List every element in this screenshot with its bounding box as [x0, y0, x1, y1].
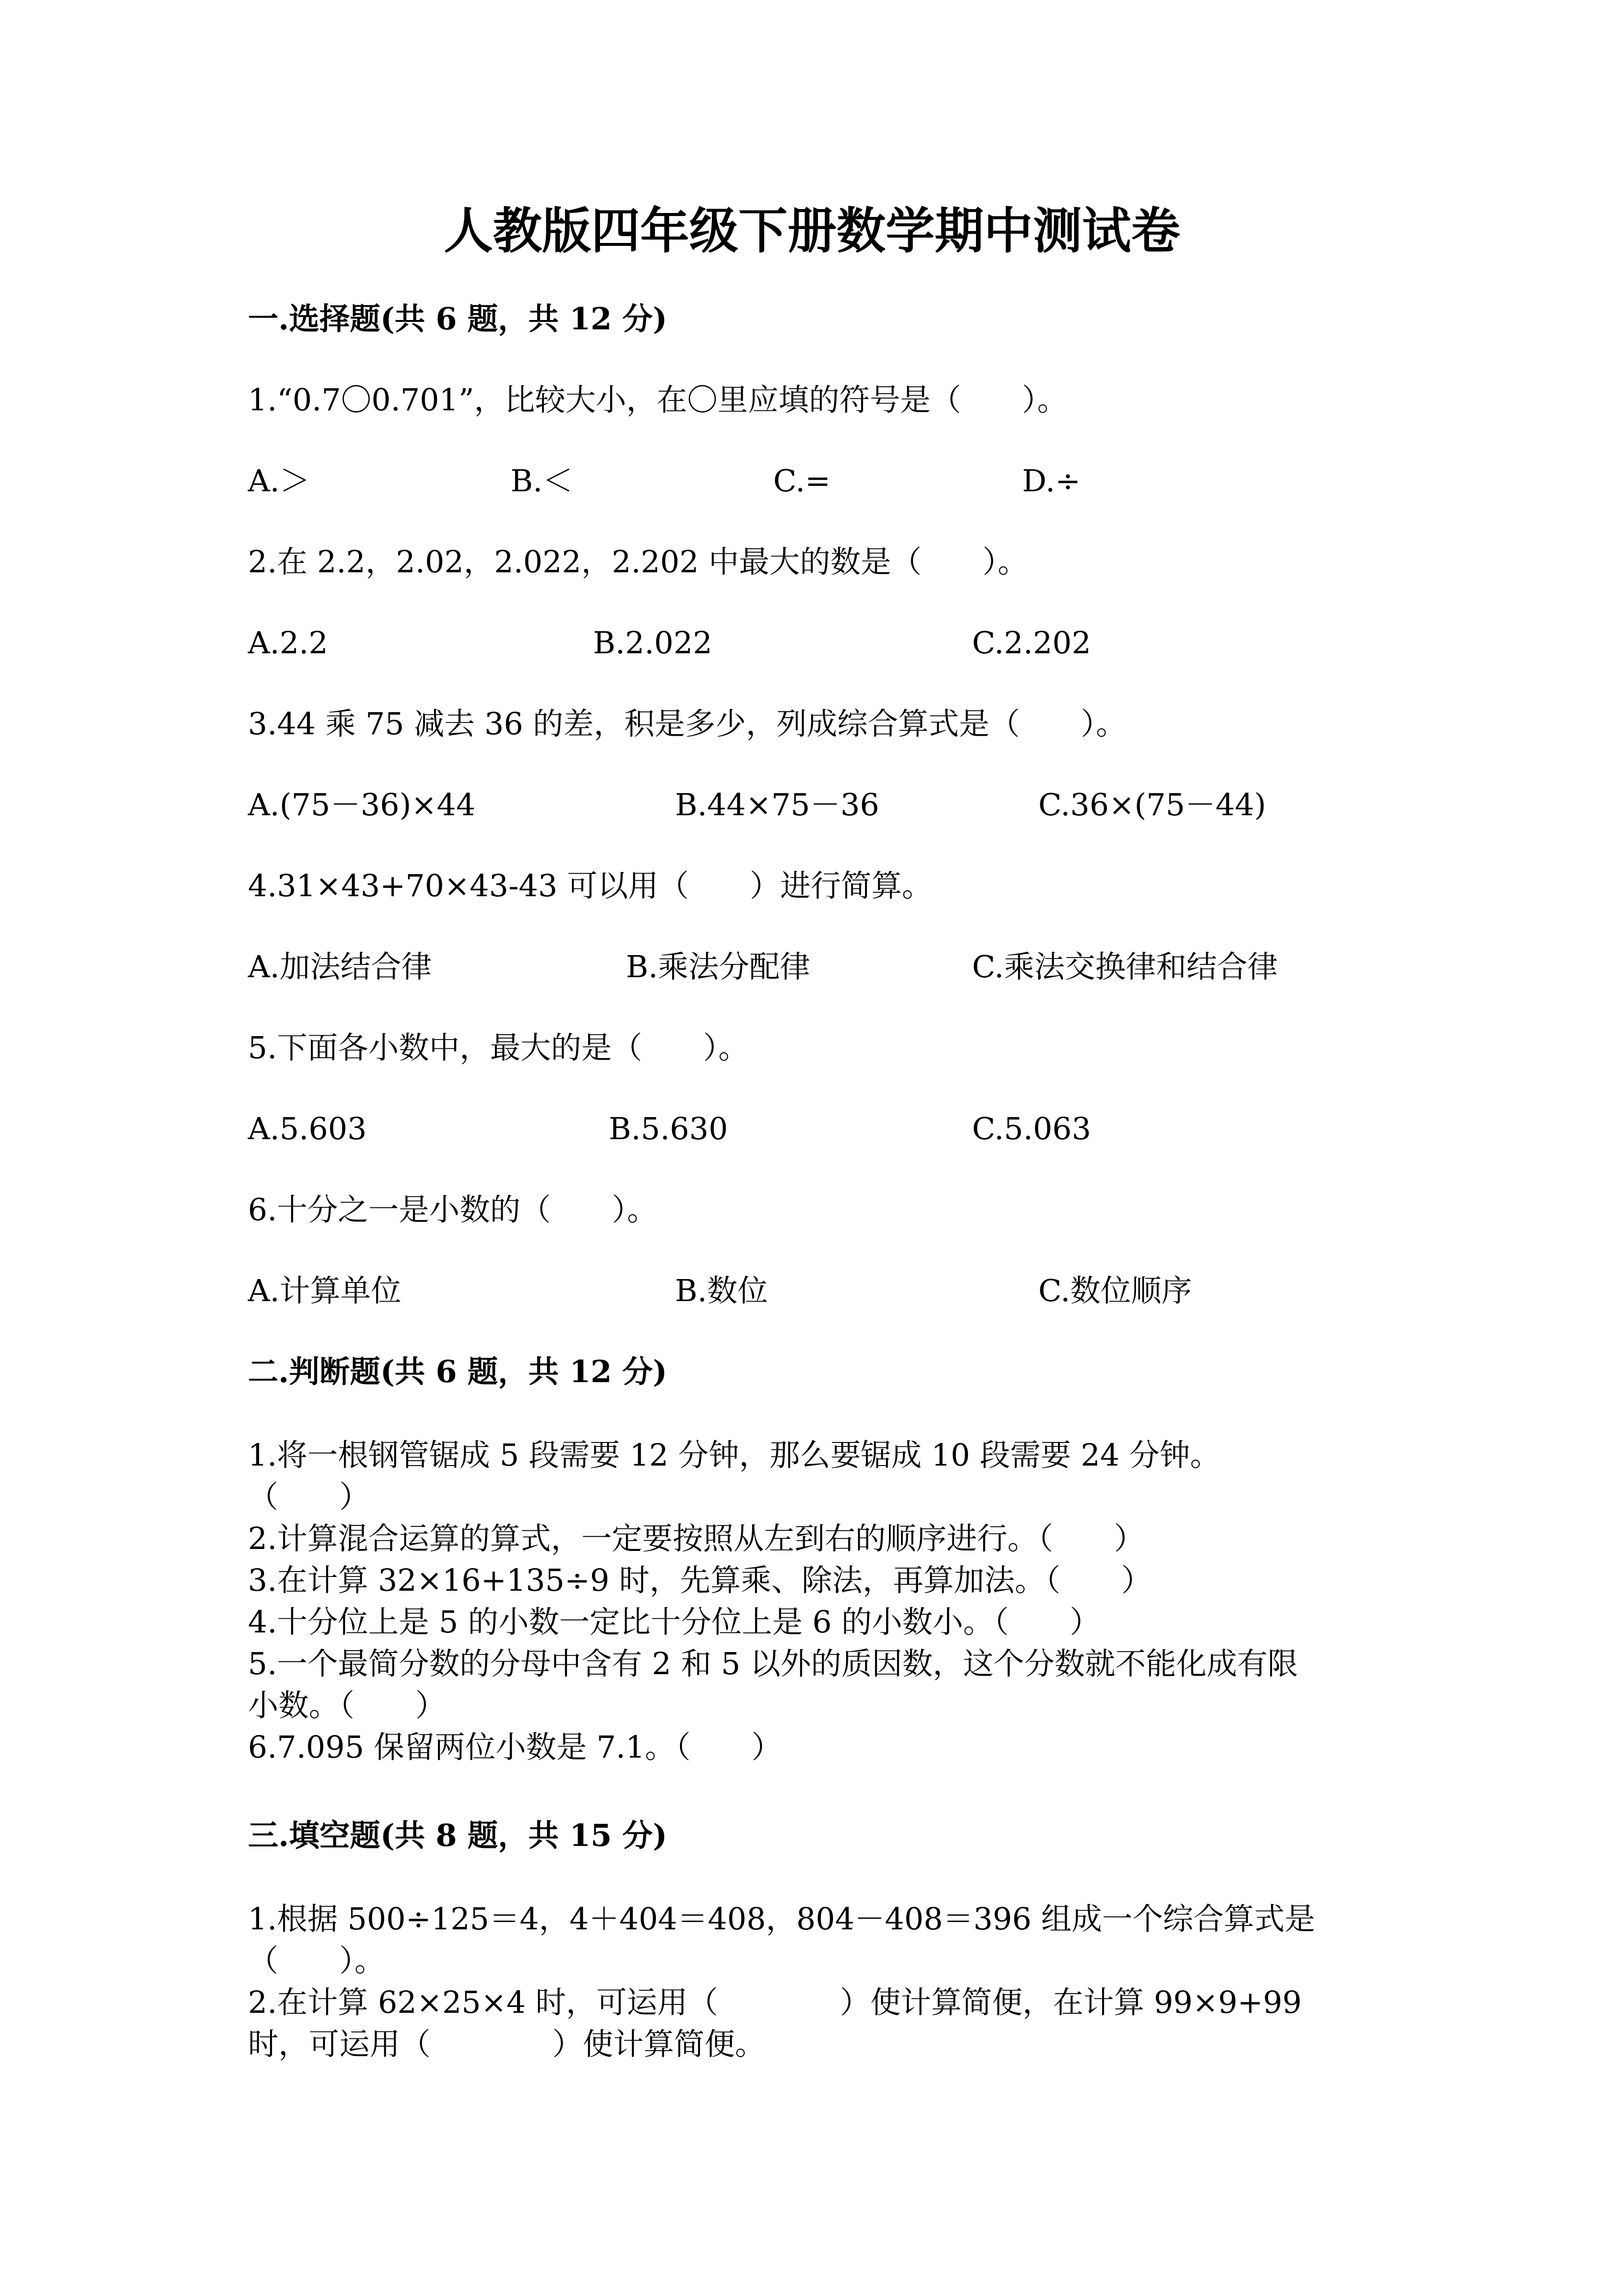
s1-q4-option-b: B.乘法分配律	[626, 949, 811, 985]
exam-title: 人教版四年级下册数学期中测试卷	[444, 202, 1180, 260]
section2-heading: 二.判断题(共 6 题，共 12 分)	[248, 1354, 668, 1389]
s2-line-3: 2.计算混合运算的算式，一定要按照从左到右的顺序进行。（ ）	[248, 1521, 1145, 1556]
s1-q6-text: 6.十分之一是小数的（ ）。	[248, 1192, 658, 1228]
s2-line-1: 1.将一根钢管锯成 5 段需要 12 分钟，那么要锯成 10 段需要 24 分钟。	[248, 1437, 1220, 1473]
s2-line-6: 5.一个最简分数的分母中含有 2 和 5 以外的质因数，这个分数就不能化成有限	[248, 1646, 1298, 1682]
s1-q2-option-c: C.2.202	[972, 625, 1091, 661]
section1-heading: 一.选择题(共 6 题，共 12 分)	[248, 301, 668, 337]
s1-q3-option-b: B.44×75－36	[675, 787, 879, 823]
s2-line-4: 3.在计算 32×16+135÷9 时，先算乘、除法，再算加法。（ ）	[248, 1562, 1152, 1598]
s3-line-1: 1.根据 500÷125＝4，4＋404＝408，804－408＝396 组成一个综合算式是	[248, 1901, 1315, 1937]
s1-q2-option-b: B.2.022	[593, 625, 712, 661]
s1-q5-option-c: C.5.063	[972, 1111, 1091, 1147]
s1-q1-option-a: A.＞	[248, 463, 310, 499]
s1-q5-option-b: B.5.630	[609, 1111, 728, 1147]
s1-q5-option-a: A.5.603	[248, 1111, 367, 1147]
s1-q1-option-c: C.=	[773, 463, 831, 499]
s1-q6-option-b: B.数位	[675, 1273, 768, 1308]
s1-q5-text: 5.下面各小数中，最大的是（ ）。	[248, 1030, 749, 1066]
s1-q1-option-b: B.＜	[511, 463, 573, 499]
section3-heading: 三.填空题(共 8 题，共 15 分)	[248, 1817, 668, 1853]
s1-q1-option-d: D.÷	[1022, 463, 1081, 499]
s3-line-3: 2.在计算 62×25×4 时，可运用（ ）使计算简便，在计算 99×9+99	[248, 1984, 1302, 2020]
s1-q2-option-a: A.2.2	[248, 625, 328, 661]
s1-q4-option-a: A.加法结合律	[248, 949, 432, 985]
s1-q2-text: 2.在 2.2，2.02，2.022，2.202 中最大的数是（ ）。	[248, 544, 1029, 580]
s1-q3-text: 3.44 乘 75 减去 36 的差，积是多少，列成综合算式是（ ）。	[248, 706, 1127, 742]
s1-q1-text: 1.“0.7〇0.701”，比较大小，在〇里应填的符号是（ ）。	[248, 382, 1068, 418]
s1-q3-option-c: C.36×(75－44)	[1038, 787, 1266, 823]
s1-q6-option-a: A.计算单位	[248, 1273, 402, 1308]
s1-q4-option-c: C.乘法交换律和结合律	[972, 949, 1278, 985]
s1-q4-text: 4.31×43+70×43-43 可以用（ ）进行简算。	[248, 868, 933, 904]
s2-line-8: 6.7.095 保留两位小数是 7.1。（ ）	[248, 1729, 782, 1765]
s3-line-4: 时，可运用（ ）使计算简便。	[248, 2026, 766, 2062]
s2-line-7: 小数。（ ）	[248, 1687, 446, 1723]
s2-line-2: （ ）	[248, 1479, 370, 1515]
s2-line-5: 4.十分位上是 5 的小数一定比十分位上是 6 的小数小。（ ）	[248, 1604, 1100, 1640]
s1-q3-option-a: A.(75－36)×44	[248, 787, 476, 823]
s1-q6-option-c: C.数位顺序	[1038, 1273, 1192, 1308]
s3-line-2: （ ）。	[248, 1943, 385, 1978]
